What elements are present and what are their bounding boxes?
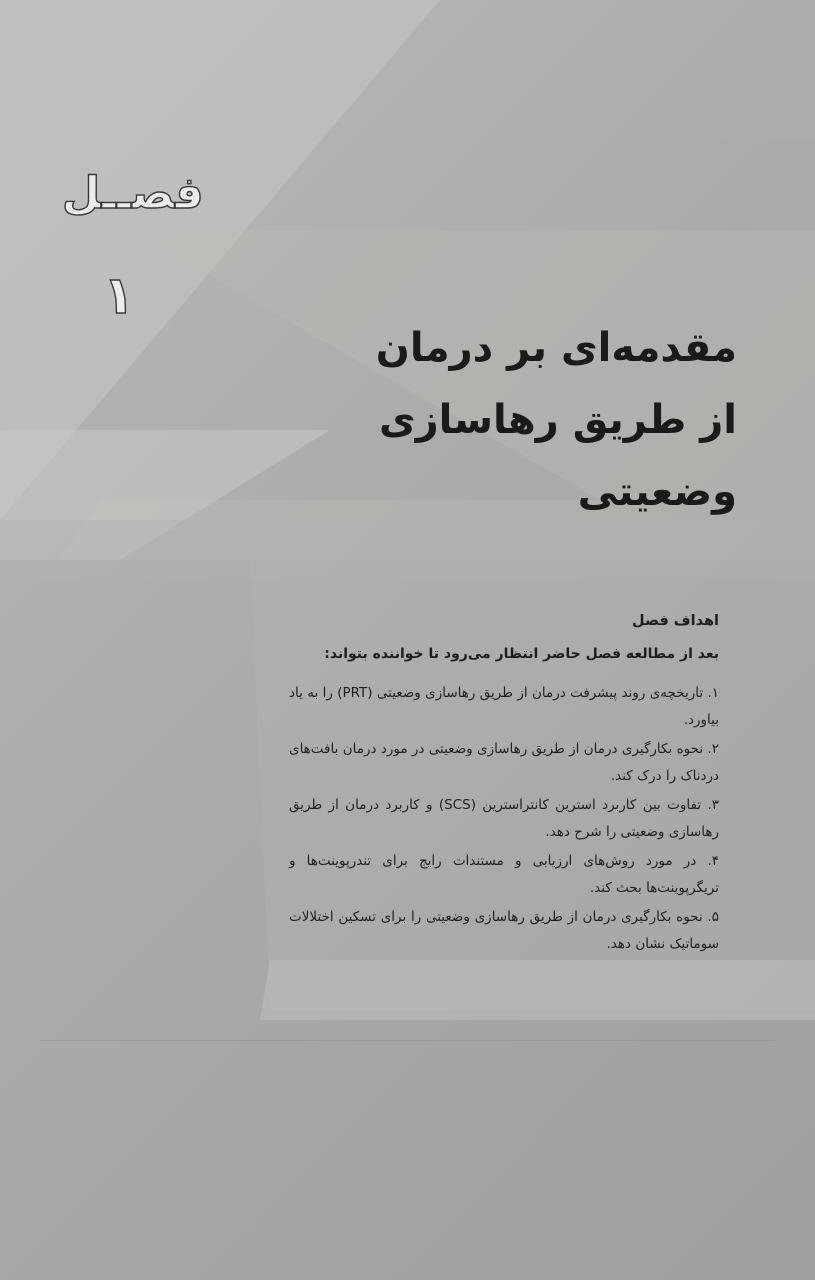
objective-item-2: ۲. نحوه بکارگیری درمان از طریق رهاسازی وضعیتی در مورد درمان بافت‌های دردناک را درک کند. (289, 741, 719, 784)
chapter-number: ۱ (103, 266, 135, 326)
page-divider (40, 1040, 775, 1041)
chapter-title-line-1: مقدمه‌ای بر درمان (375, 325, 737, 371)
chapter-title (217, 312, 737, 528)
chapter-objectives (289, 608, 719, 960)
objective-item-5: ۵. نحوه بکارگیری درمان از طریق رهاسازی وضعیتی را برای تسکین اختلالات سوماتیک نشان دهد. (289, 909, 719, 952)
chapter-title-line-2: از طریق رهاسازی وضعیتی (378, 397, 737, 515)
objectives-heading: اهداف فصل (632, 613, 719, 629)
objectives-list (289, 680, 719, 958)
objectives-intro: بعد از مطالعه فصل حاضر انتظار می‌رود تا خواننده بتواند: (324, 646, 719, 662)
objective-item-3: ۳. تفاوت بین کاربرد استرین کانتراسترین (SCS) و کاربرد درمان از طریق رهاسازی وضعیتی را شرح دهد. (289, 797, 719, 840)
objective-item-1: ۱. تاریخچه‌ی روند پیشرفت درمان از طریق رهاسازی وضعیتی (PRT) را به یاد بیاورد. (289, 685, 719, 728)
objective-item-4: ۴. در مورد روش‌های ارزیابی و مستندات رایج برای تندرپوینت‌ها و تریگرپوینت‌ها بحث کند. (289, 853, 719, 896)
chapter-label: فصــل (62, 168, 204, 219)
